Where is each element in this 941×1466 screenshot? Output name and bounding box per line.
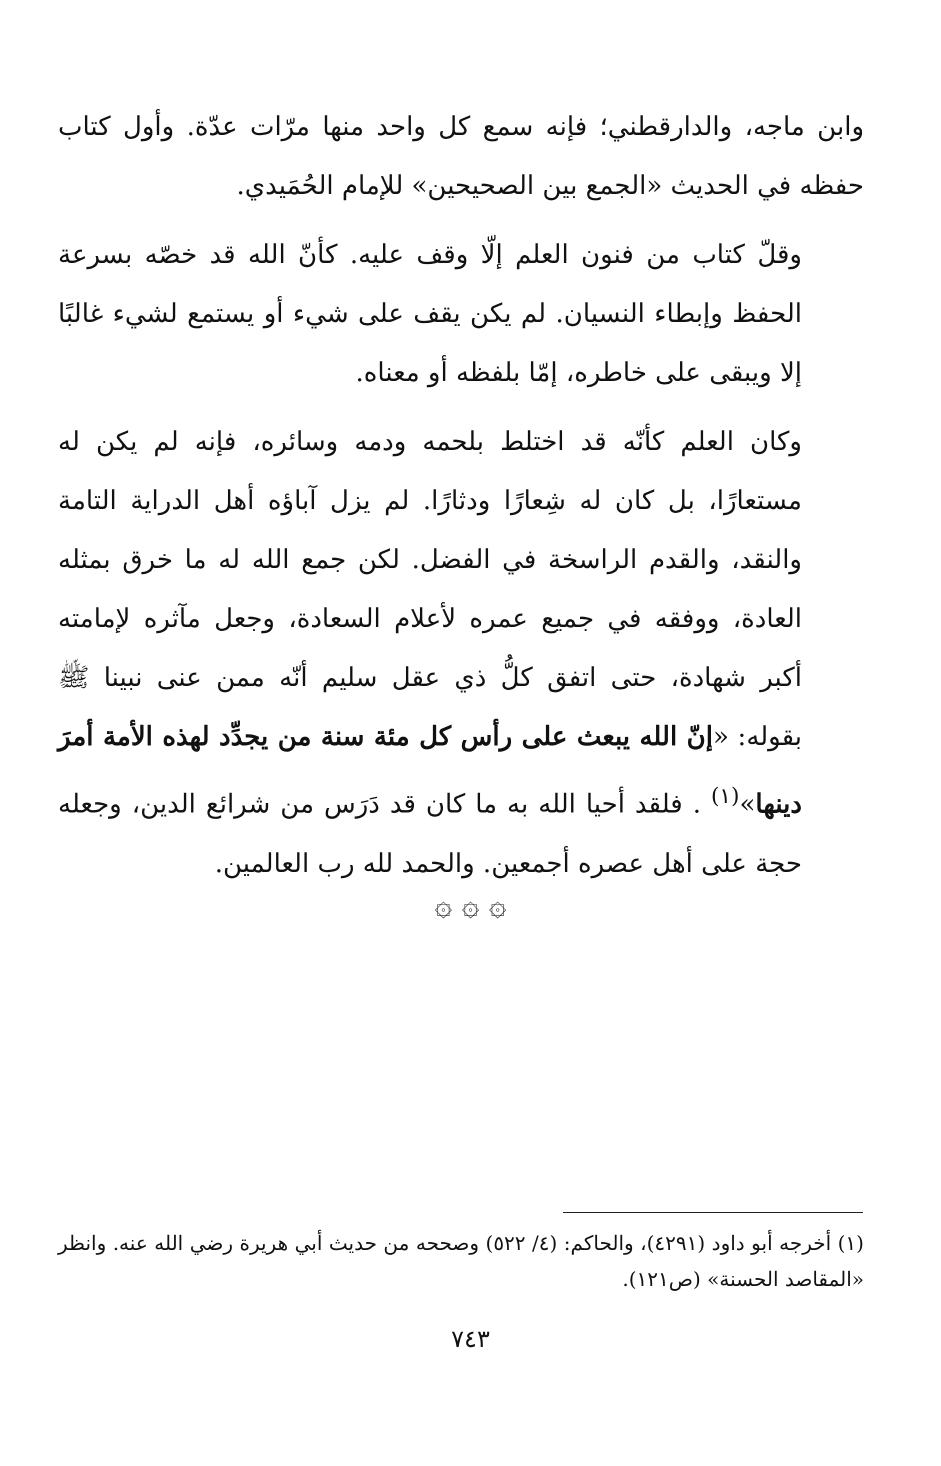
footnote-text: (١) أخرجه أبو داود (٤٢٩١)، والحاكم: (٤/ ٥٢٢) وصححه من حديث أبي هريرة رضي الله عنه. وانظر «المقاصد الحسنة» (ص١٢١). bbox=[58, 1231, 864, 1291]
paragraph-1: وابن ماجه، والدارقطني؛ فإنه سمع كل واحد منها مرّات عدّة. وأول كتاب حفظه في الحديث «الجمع بين الصحيحين» للإمام الحُمَيدي. bbox=[58, 112, 864, 201]
paragraph-2: وقلّ كتاب من فنون العلم إلّا وقف عليه. كأنّ الله قد خصّه بسرعة الحفظ وإبطاء النسيان. لم يكن يقف على شيء أو يستمع لشيء غالبًا إلا ويبقى على خاطره، إمّا بلفظه أو معناه. bbox=[58, 240, 802, 388]
footnote bbox=[58, 1225, 864, 1297]
paragraph-3 bbox=[58, 413, 864, 894]
page-number: ٧٤٣ bbox=[451, 1325, 490, 1353]
footnote-reference[interactable]: (١) bbox=[710, 784, 740, 809]
quote-close: » bbox=[739, 789, 756, 820]
hadith-quote: إنّ الله يبعث على رأس كل مئة سنة من يجدِّد لهذه الأمة أمرَ دينها bbox=[58, 722, 802, 820]
paragraph-3-text-end: . فلقد أحيا الله به ما كان قد دَرَس من شرائع الدين، وجعله حجة على أهل عصره أجمعين. والحمد لله رب العالمين. bbox=[58, 789, 802, 879]
footnote-separator bbox=[563, 1212, 863, 1213]
section-divider-ornaments: ۞ ۞ ۞ bbox=[434, 888, 507, 923]
paragraph-3-text-start: وكان العلم كأنّه قد اختلط بلحمه ودمه وسائره، فإنه لم يكن له مستعارًا، بل كان له شِعارًا ودثارًا. لم يزل آباؤه أهل الدراية التامة والنقد، والقدم الراسخة في الفضل. لكن جمع الله له ما خرق بمثله العادة، ووفقه في جميع عمره لأعلام السعادة، وجعل مآثره لإمامته أكبر شهادة، حتى اتفق كلُّ ذي عقل سليم أنّه ممن عنى نبينا ﷺ بقوله: « bbox=[58, 427, 802, 752]
main-text bbox=[58, 98, 864, 904]
